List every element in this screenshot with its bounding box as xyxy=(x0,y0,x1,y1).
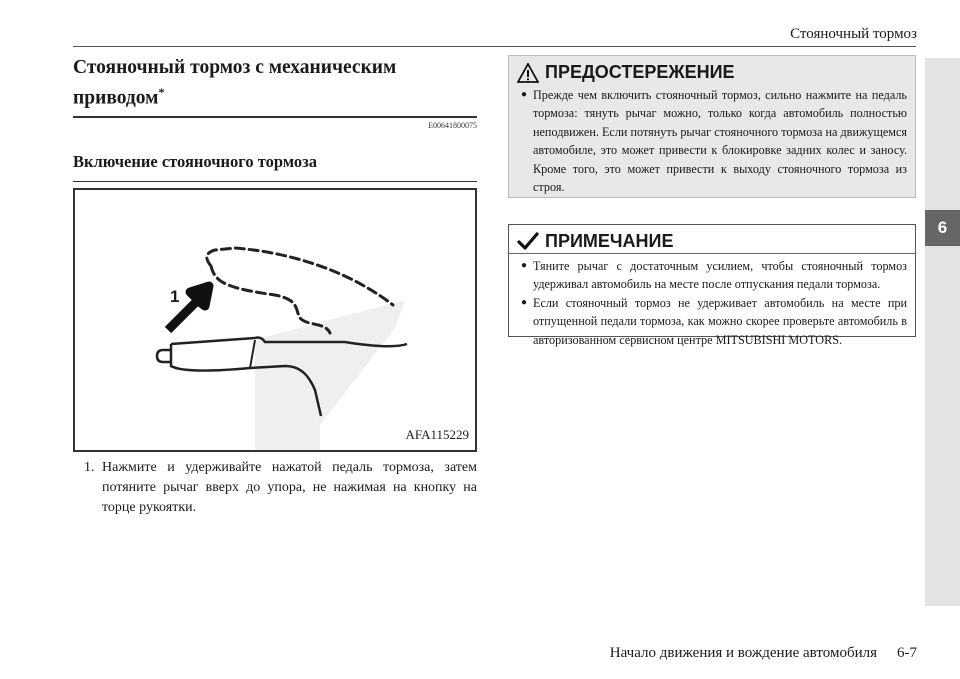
warning-triangle-icon xyxy=(517,63,539,83)
running-title: Стояночный тормоз xyxy=(790,26,917,42)
bullet-icon: ● xyxy=(521,260,528,271)
warning-box xyxy=(508,55,916,198)
list-item xyxy=(521,86,907,196)
step-number: 1. xyxy=(84,460,95,475)
page-number: 6-7 xyxy=(897,645,917,661)
note-title: ПРИМЕЧАНИЕ xyxy=(545,230,674,251)
chapter-number-badge: 6 xyxy=(925,210,960,246)
note-text: Тяните рычаг с достаточным усилием, чтобы стояночный тормоз удерживал автомобиль на месте после отпускания педали тормоза. xyxy=(533,259,907,292)
bullet-icon: ● xyxy=(521,296,528,308)
section-subtitle: Включение стояночного тормоза xyxy=(73,152,477,182)
side-tab xyxy=(925,58,960,606)
bullet-icon: ● xyxy=(521,89,528,100)
warning-text: Прежде чем включить стояночный тормоз, сильно нажмите на педаль тормоза: тянуть рычаг можно, только когда автомобиль полностью неподвижен. Если потянуть рычаг стояночного тормоза на движущемся автомобиле, это может привести к блокировке задних колес и заносу. Кроме того, это может привести к выходу стояночного тормоза из строя. xyxy=(533,88,907,195)
page-footer xyxy=(610,645,917,662)
section-title xyxy=(73,55,477,118)
note-body xyxy=(509,254,915,349)
warning-body xyxy=(509,85,915,196)
doc-code: E00641800075 xyxy=(428,120,477,130)
section-title-marker: * xyxy=(158,85,165,99)
hand-brake-lever-illustration xyxy=(75,190,475,450)
list-item xyxy=(521,294,907,349)
note-box xyxy=(508,224,916,347)
parking-brake-figure xyxy=(73,188,477,452)
left-column xyxy=(73,55,477,182)
note-text: Если стояночный тормоз не удерживает автомобиль на месте при отпущенной педали тормоза, как можно скорее проверьте автомобиль в авторизованном сервисном центре MITSUBISHI MOTORS. xyxy=(533,295,907,347)
note-header xyxy=(509,225,915,254)
list-item xyxy=(84,458,477,518)
warning-header xyxy=(509,56,915,85)
section-title-text: Стояночный тормоз с механическим приводом xyxy=(73,57,397,109)
figure-callout-1: 1 xyxy=(170,287,180,306)
footer-chapter-title: Начало движения и вождение автомобиля xyxy=(609,645,877,661)
step-text: Нажмите и удерживайте нажатой педаль тормоза, затем потяните рычаг вверх до упора, не нажимая на кнопку на торце рукоятки. xyxy=(102,460,477,515)
warning-title: ПРЕДОСТЕРЕЖЕНИЕ xyxy=(545,62,735,82)
top-rule xyxy=(73,46,916,47)
checkmark-note-icon xyxy=(517,231,539,251)
figure-id: AFA115229 xyxy=(405,427,469,442)
list-item xyxy=(521,257,907,294)
